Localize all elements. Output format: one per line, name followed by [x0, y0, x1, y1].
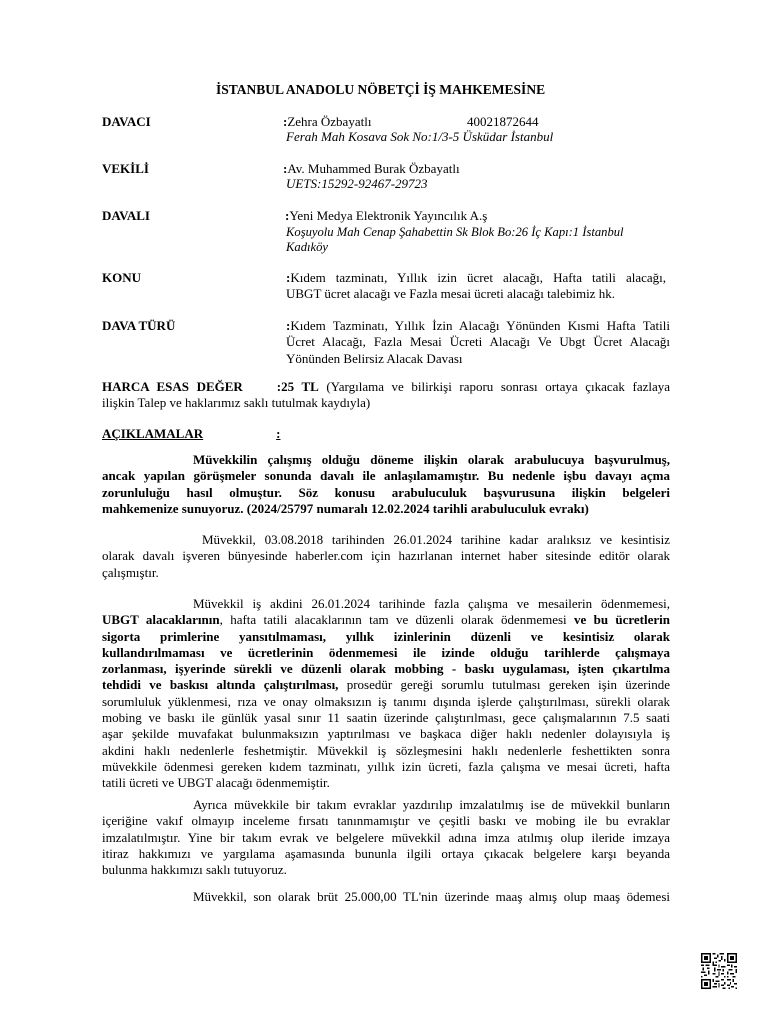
plaintiff-id: 40021872644: [467, 114, 539, 129]
paragraph-salary: [102, 889, 670, 905]
paragraph-termination: [102, 596, 670, 792]
attorney-name: Av. Muhammed Burak Özbayatlı: [287, 161, 460, 176]
fee-basis-label: HARCA ESAS DEĞER: [102, 379, 243, 394]
case-type-text: [286, 318, 670, 367]
explanations-label: AÇIKLAMALAR: [102, 426, 204, 441]
fee-basis-line-1: [102, 379, 670, 395]
defendant-name-line: [285, 208, 487, 224]
para3-line-9: aşar şekilde muvafakat bulunmaksızın yaptırılması ve başkaca diğer haklı nedenler dolayısıyla iş: [102, 726, 670, 742]
para3-line-6-rest: prosedür gereği sorumlu tutulması gereken işin üzerinde: [338, 677, 670, 693]
para3-line-6-bold: tehdidi ve baskısı altında çalıştırılması,: [102, 677, 339, 693]
case-type-line-1-text: Kıdem Tazminatı, Yıllık İzin Alacağı Yönünden Kısmi Hafta Tatili: [290, 318, 670, 333]
plaintiff-label: DAVACI: [102, 114, 151, 129]
subject-label: KONU: [102, 270, 141, 285]
defendant-address-2: Kadıköy: [286, 240, 328, 254]
defendant-colon: :: [285, 208, 290, 223]
attorney-name-line: [283, 161, 460, 177]
para3-line-10: akdini haklı nedenlerle feshetmiştir. Müvekkil iş sözleşmesini haklı nedenlerle feshettikten sonra: [102, 742, 670, 758]
fee-basis-note-1: (Yargılama ve bilirkişi raporu sonrası ortaya çıkacak fazlaya: [326, 379, 671, 394]
case-type-colon: :: [286, 318, 291, 333]
para3-line-2-bold: ve bu ücretlerin: [573, 612, 670, 628]
attorney-uets: UETS:15292-92467-29723: [286, 176, 428, 191]
explanations-colon: :: [276, 426, 281, 441]
para1-line-3: zorunluluğu hasıl olmuştur. Söz konusu arabuluculuk başvurusuna ilişkin belgeleri: [102, 484, 670, 500]
para4-line-3: imzalatılmıştır. Yine bir takım evrak ve belgelere müvekkil adına imza atılmış olup ileride imzaya: [102, 829, 670, 845]
para3-line-12: tatili ücreti ve UBGT alacağı ödenmemiştir.: [102, 775, 330, 791]
qr-code-icon: [701, 953, 737, 989]
para4-line-2: içeriğine vakıf olmayıp inceleme fırsatı tanınmamıştır ve çeşitli baskı ve mobing ile bu evraklar: [102, 813, 670, 829]
plaintiff-colon: :: [283, 114, 288, 129]
defendant-name: Yeni Medya Elektronik Yayıncılık A.ş: [289, 208, 488, 223]
para3-ubgt-bold: UBGT alacaklarının: [102, 612, 220, 628]
para5-line-1: Müvekkil, son olarak brüt 25.000,00 TL'nin üzerinde maaş almış olup maaş ödemesi: [193, 889, 670, 904]
para1-line-1: Müvekkilin çalışmış olduğu döneme ilişkin olarak arabulucuya başvurulmuş,: [193, 452, 670, 467]
subject-colon: :: [286, 270, 291, 285]
court-title: İSTANBUL ANADOLU NÖBETÇİ İŞ MAHKEMESİNE: [216, 82, 546, 97]
subject-line-1: [286, 270, 666, 286]
para4-line-1: Ayrıca müvekkile bir takım evraklar yazdırılıp imzalatılmış ise de müvekkil bunların: [193, 797, 670, 812]
fee-basis-value: :25 TL: [276, 379, 319, 394]
para2-line-3: çalışmıştır.: [102, 564, 159, 580]
para2-line-2: olarak davalı işveren bünyesinde haberler.com için hazırlanan internet haber sitesinde editör olarak: [102, 548, 670, 564]
para4-line-5: bulunma hakkımızı saklı tutuyoruz.: [102, 862, 287, 878]
para3-line-3: sigorta primlerine yansıtılmaması, yıllık izinlerinin düzenli ve kesintisiz olarak: [102, 628, 670, 644]
subject-line-1-text: Kıdem tazminatı, Yıllık izin ücret alacağı, Hafta tatili alacağı,: [290, 270, 666, 285]
para3-line-8: mobing ve baskı ile günlük yasal sınır 11 saatin üzerinde çalıştırılması, gece çalışmalarının 7.5 saati: [102, 710, 670, 726]
defendant-address-1: Koşuyolu Mah Cenap Şahabettin Sk Blok Bo:26 İç Kapı:1 İstanbul: [286, 225, 624, 239]
para3-line-2: [102, 612, 670, 628]
plaintiff-address: Ferah Mah Kosava Sok No:1/3-5 Üsküdar İstanbul: [286, 129, 554, 144]
fee-basis-block: [102, 379, 670, 412]
para3-line-5: zorlanması, işyerinde sürekli ve düzenli olarak mobbing - baskı uygulaması, işten çıkartılma: [102, 661, 670, 677]
paragraph-employment: [102, 532, 670, 581]
para3-line-2-mid: , hafta tatili alacaklarının tam ve düzenli olarak ödenmemesi: [219, 612, 574, 628]
case-type-line-2: Ücret Alacağı, Fazla Mesai Ücreti Alacağı Ve Ubgt Ücret Alacağı: [286, 334, 670, 350]
case-type-line-3: Yönünden Belirsiz Alacak Davası: [286, 350, 463, 366]
case-type-label: DAVA TÜRÜ: [102, 318, 176, 333]
para3-line-4: kullandırılmaması ve ücretlerinin ödenmemesi ile izinde olduğu tarihlerde çalışmaya: [102, 644, 670, 660]
attorney-colon: :: [283, 161, 288, 176]
case-type-line-1: [286, 318, 670, 334]
para3-line-7: sorumluluk yüklenmesi, rıza ve onay olmaksızın iş tanımı dışında işlerde çalıştırılması, sürekli olarak: [102, 693, 670, 709]
para4-line-4: itiraz hakkımızı ve yargılama aşamasında bununla ilgili ortaya çıkacak belgelere karşı beyanda: [102, 845, 670, 861]
para3-line-11: müvekkile ödenmesi gereken kıdem tazminatı, yıllık izin ücreti, fazla çalışma ve mesai ücreti, hafta: [102, 758, 670, 774]
para3-line-6: [102, 677, 670, 693]
explanations-heading: [102, 426, 280, 442]
para1-line-4: mahkemenize sunuyoruz. (2024/25797 numaralı 12.02.2024 tarihli arabuluculuk evrakı): [102, 500, 589, 516]
para3-line-1: Müvekkil iş akdini 26.01.2024 tarihinde fazla çalışma ve mesailerin ödenmemesi,: [193, 596, 670, 611]
subject-text: [286, 270, 666, 303]
plaintiff-name-line: [283, 114, 371, 130]
fee-basis-note-2: ilişkin Talep ve haklarımız saklı tutulmak kaydıyla): [102, 395, 371, 411]
paragraph-arbitration: [102, 452, 670, 517]
para2-line-1: Müvekkil, 03.08.2018 tarihinden 26.01.2024 tarihine kadar aralıksız ve kesintisiz: [202, 532, 670, 547]
para1-line-2: ancak yapılan görüşmeler sonunda davalı ile anlaşılamamıştır. Bu nedenle işbu davayı açma: [102, 468, 670, 484]
plaintiff-name: Zehra Özbayatlı: [287, 114, 372, 129]
paragraph-documents: [102, 797, 670, 878]
attorney-label: VEKİLİ: [102, 161, 149, 176]
subject-line-2: UBGT ücret alacağı ve Fazla mesai ücreti alacağı talebimiz hk.: [286, 286, 615, 302]
defendant-label: DAVALI: [102, 208, 150, 223]
